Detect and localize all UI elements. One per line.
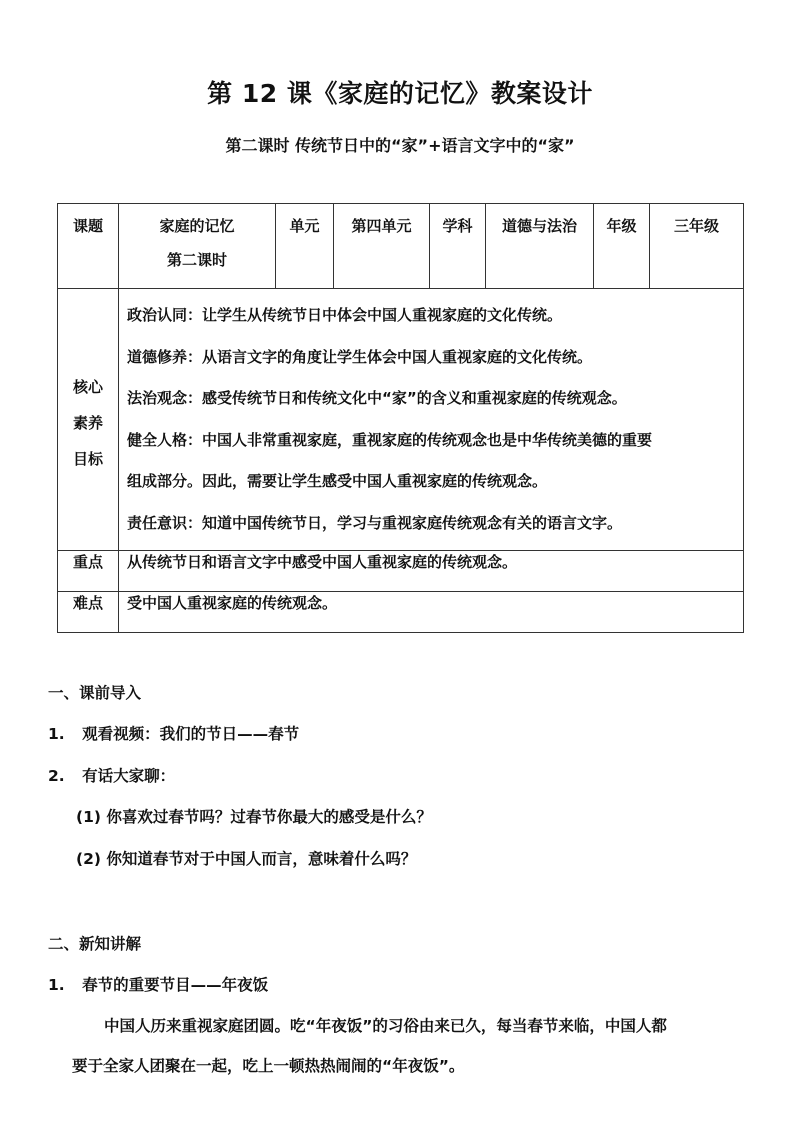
goal-line: 道德修养：从语言文字的角度让学生体会中国人重视家庭的文化传统。	[127, 347, 593, 366]
list-number: 2.	[48, 767, 65, 785]
core-goals-row	[58, 289, 744, 551]
core-goals-label: 核心 素养 目标	[58, 289, 119, 551]
table-header-row	[58, 204, 744, 289]
header-cell-grade-label: 年级	[594, 204, 650, 289]
key-point-text: 从传统节日和语言文字中感受中国人重视家庭的传统观念。	[119, 551, 744, 592]
difficulty-row	[58, 592, 744, 633]
list-text: 有话大家聊：	[82, 767, 176, 785]
list-number: 1.	[48, 725, 65, 743]
goal-line: 法治观念：感受传统节日和传统文化中“家”的含义和重视家庭的传统观念。	[127, 389, 627, 407]
goal-line: 组成部分。因此，需要让学生感受中国人重视家庭的传统观念。	[127, 472, 548, 490]
header-cell-grade-value: 三年级	[650, 204, 744, 289]
list-item	[48, 764, 175, 786]
paragraph-line: 中国人历来重视家庭团圆。吃“年夜饭”的习俗由来已久，每当春节来临，中国人都	[104, 1017, 667, 1035]
section-heading-new-knowledge: 二、新知讲解	[48, 935, 142, 953]
page-title: 第 12 课《家庭的记忆》教案设计	[207, 79, 593, 108]
topic-name: 家庭的记忆	[159, 217, 235, 235]
paragraph-line: 要于全家人团聚在一起，吃上一顿热热闹闹的“年夜饭”。	[72, 1057, 465, 1075]
list-text: 春节的重要节目——年夜饭	[82, 976, 269, 994]
goal-line: 政治认同：让学生从传统节日中体会中国人重视家庭的文化传统。	[127, 306, 563, 324]
difficulty-label: 难点	[58, 592, 119, 633]
page-subtitle: 第二课时 传统节日中的“家”+语言文字中的“家”	[225, 136, 575, 155]
lesson-period: 第二课时	[166, 251, 227, 269]
question-2: (2) 你知道春节对于中国人而言，意味着什么吗？	[76, 850, 417, 868]
lesson-info-table	[57, 203, 744, 633]
list-item	[48, 973, 268, 995]
header-cell-topic-value	[119, 204, 276, 289]
core-goals-content	[119, 289, 744, 551]
header-cell-unit-value: 第四单元	[334, 204, 430, 289]
header-cell-subject-label: 学科	[430, 204, 486, 289]
section-heading-intro: 一、课前导入	[48, 684, 142, 702]
list-text: 观看视频：我们的节日——春节	[82, 725, 300, 743]
header-cell-topic-label: 课题	[58, 204, 119, 289]
list-item	[48, 722, 299, 744]
header-cell-subject-value: 道德与法治	[486, 204, 594, 289]
goal-line: 健全人格：中国人非常重视家庭，重视家庭的传统观念也是中华传统美德的重要	[127, 430, 653, 449]
question-1: (1) 你喜欢过春节吗？过春节你最大的感受是什么？	[76, 808, 432, 826]
goal-line: 责任意识：知道中国传统节日，学习与重视家庭传统观念有关的语言文字。	[127, 513, 623, 532]
body-paragraph	[72, 1006, 762, 1086]
key-point-label: 重点	[58, 551, 119, 592]
difficulty-text: 受中国人重视家庭的传统观念。	[119, 592, 744, 633]
list-number: 1.	[48, 976, 65, 994]
header-cell-unit-label: 单元	[276, 204, 334, 289]
key-point-row	[58, 551, 744, 592]
